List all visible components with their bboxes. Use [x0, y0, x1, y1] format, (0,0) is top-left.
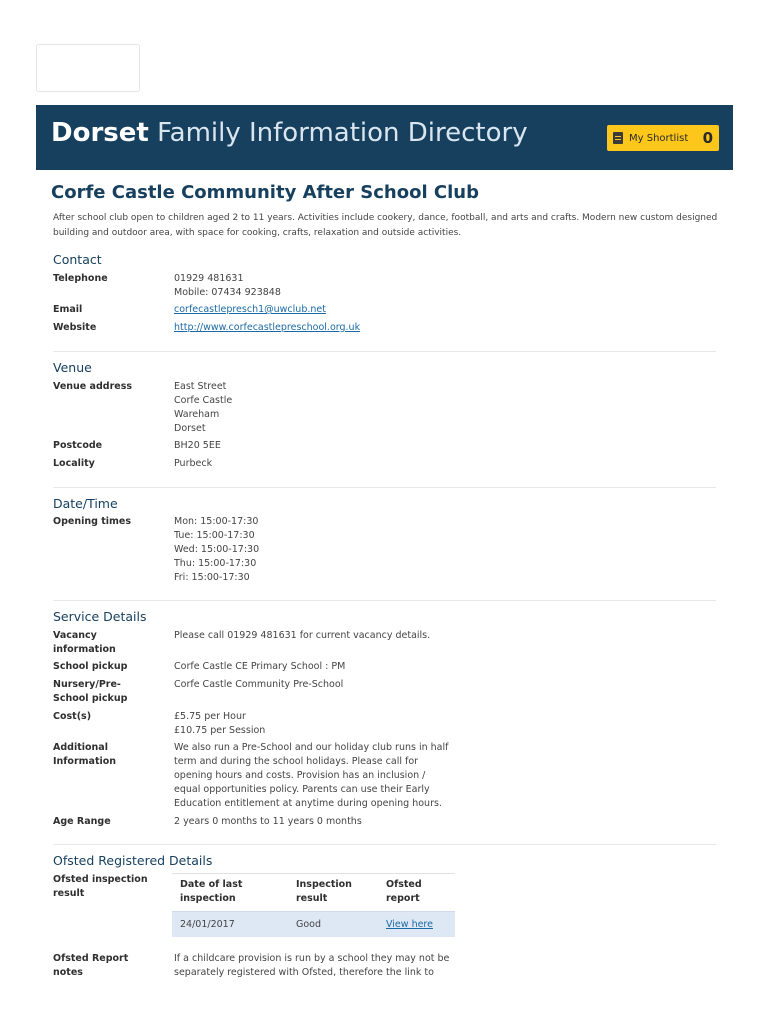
additional-line: Education entitlement at anytime during opening hours. [174, 798, 442, 809]
ofsted-notes-label-line: Ofsted Report [53, 953, 129, 964]
opening-time-line: Mon: 15:00-17:30 [174, 516, 259, 527]
section-divider [53, 600, 716, 601]
additional-label-line: Additional [53, 742, 108, 753]
vacancy-label-line: Vacancy [53, 630, 97, 641]
opening-time-line: Wed: 15:00-17:30 [174, 544, 260, 555]
ofsted-notes-label [53, 952, 165, 980]
ofsted-inspection-table [172, 873, 455, 937]
service-description: After school club open to children aged 2 to 11 years. Activities include cookery, dance, football, and arts and crafts. Modern new custom designed building and outdoor area, with space for cooking, crafts, relaxation and outside activities. [53, 213, 718, 238]
column-header-date [172, 874, 288, 912]
column-header-line: result [296, 893, 328, 904]
additional-line: term and during the school holidays. Please call for [174, 756, 419, 767]
age-range-value: 2 years 0 months to 11 years 0 months [174, 816, 362, 827]
nursery-pickup-label-line: School pickup [53, 693, 128, 704]
site-logo-placeholder[interactable] [36, 44, 140, 92]
additional-info-label [53, 741, 165, 769]
telephone-value [174, 272, 464, 300]
additional-info-value [174, 741, 464, 811]
telephone-line: Mobile: 07434 923848 [174, 287, 281, 298]
page-title: Corfe Castle Community After School Club [51, 182, 479, 203]
column-header-line: Date of last [180, 879, 243, 890]
nursery-pickup-value: Corfe Castle Community Pre-School [174, 679, 344, 690]
table-row [172, 912, 455, 938]
venue-address-label: Venue address [53, 381, 133, 392]
cost-line: £10.75 per Session [174, 725, 266, 736]
opening-time-line: Fri: 15:00-17:30 [174, 572, 250, 583]
my-shortlist-button[interactable] [607, 125, 719, 151]
opening-times-label: Opening times [53, 516, 132, 527]
header-banner [36, 105, 733, 170]
locality-value: Purbeck [174, 458, 213, 469]
website-label: Website [53, 322, 97, 333]
column-header-report [378, 874, 455, 912]
notes-line: If a childcare provision is run by a school they may not be [174, 953, 450, 964]
site-title-rest: Family Information Directory [157, 118, 528, 148]
venue-address-value [174, 380, 464, 436]
section-divider [53, 844, 716, 845]
view-report-link[interactable]: View here [386, 919, 433, 930]
column-header-line: report [386, 893, 420, 904]
ofsted-result-label [53, 873, 165, 901]
age-range-label: Age Range [53, 816, 111, 827]
additional-line: We also run a Pre-School and our holiday club runs in half [174, 742, 449, 753]
nursery-pickup-label-line: Nursery/Pre- [53, 679, 121, 690]
inspection-date-cell: 24/01/2017 [172, 912, 288, 938]
additional-line: equal opportunities policy. Parents can use their Early [174, 784, 430, 795]
section-heading-service-details: Service Details [53, 609, 147, 624]
section-heading-datetime: Date/Time [53, 496, 118, 511]
postcode-value: BH20 5EE [174, 440, 221, 451]
section-divider [53, 351, 716, 352]
address-line: Dorset [174, 423, 206, 434]
column-header-line: Ofsted [386, 879, 422, 890]
site-title[interactable] [51, 117, 528, 149]
table-header-row [172, 874, 455, 912]
shortlist-count: 0 [702, 129, 713, 147]
cost-line: £5.75 per Hour [174, 711, 246, 722]
shortlist-label: My Shortlist [629, 132, 689, 144]
telephone-label: Telephone [53, 273, 108, 284]
site-title-bold: Dorset [51, 118, 149, 148]
column-header-line: Inspection [296, 879, 352, 890]
postcode-label: Postcode [53, 440, 103, 451]
section-heading-ofsted: Ofsted Registered Details [53, 853, 213, 868]
nursery-pickup-label [53, 678, 165, 706]
column-header-result [288, 874, 378, 912]
ofsted-notes-label-line: notes [53, 967, 83, 978]
vacancy-value: Please call 01929 481631 for current vacancy details. [174, 630, 431, 641]
telephone-line: 01929 481631 [174, 273, 244, 284]
email-link[interactable]: corfecastlepresch1@uwclub.net [174, 304, 326, 315]
website-link[interactable]: http://www.corfecastlepreschool.org.uk [174, 322, 361, 333]
opening-time-line: Thu: 15:00-17:30 [174, 558, 257, 569]
section-heading-contact: Contact [53, 252, 102, 267]
email-label: Email [53, 304, 83, 315]
email-value [174, 303, 464, 317]
section-heading-venue: Venue [53, 360, 92, 375]
cost-value [174, 710, 464, 738]
opening-time-line: Tue: 15:00-17:30 [174, 530, 255, 541]
opening-times-value [174, 515, 464, 585]
inspection-result-cell: Good [288, 912, 378, 938]
notes-line: separately registered with Ofsted, therefore the link to [174, 967, 434, 978]
ofsted-notes-value [174, 952, 464, 980]
column-header-line: inspection [180, 893, 236, 904]
ofsted-report-cell [378, 912, 455, 938]
cost-label: Cost(s) [53, 711, 92, 722]
locality-label: Locality [53, 458, 95, 469]
vacancy-label-line: information [53, 644, 116, 655]
vacancy-label [53, 629, 165, 657]
school-pickup-value: Corfe Castle CE Primary School : PM [174, 661, 346, 672]
additional-line: opening hours and costs. Provision has an inclusion / [174, 770, 426, 781]
ofsted-result-label-line: Ofsted inspection [53, 874, 148, 885]
address-line: Corfe Castle [174, 395, 233, 406]
school-pickup-label: School pickup [53, 661, 128, 672]
address-line: East Street [174, 381, 227, 392]
address-line: Wareham [174, 409, 220, 420]
ofsted-result-label-line: result [53, 888, 85, 899]
shortlist-icon [613, 132, 623, 144]
website-value [174, 321, 464, 335]
additional-label-line: Information [53, 756, 117, 767]
section-divider [53, 487, 716, 488]
